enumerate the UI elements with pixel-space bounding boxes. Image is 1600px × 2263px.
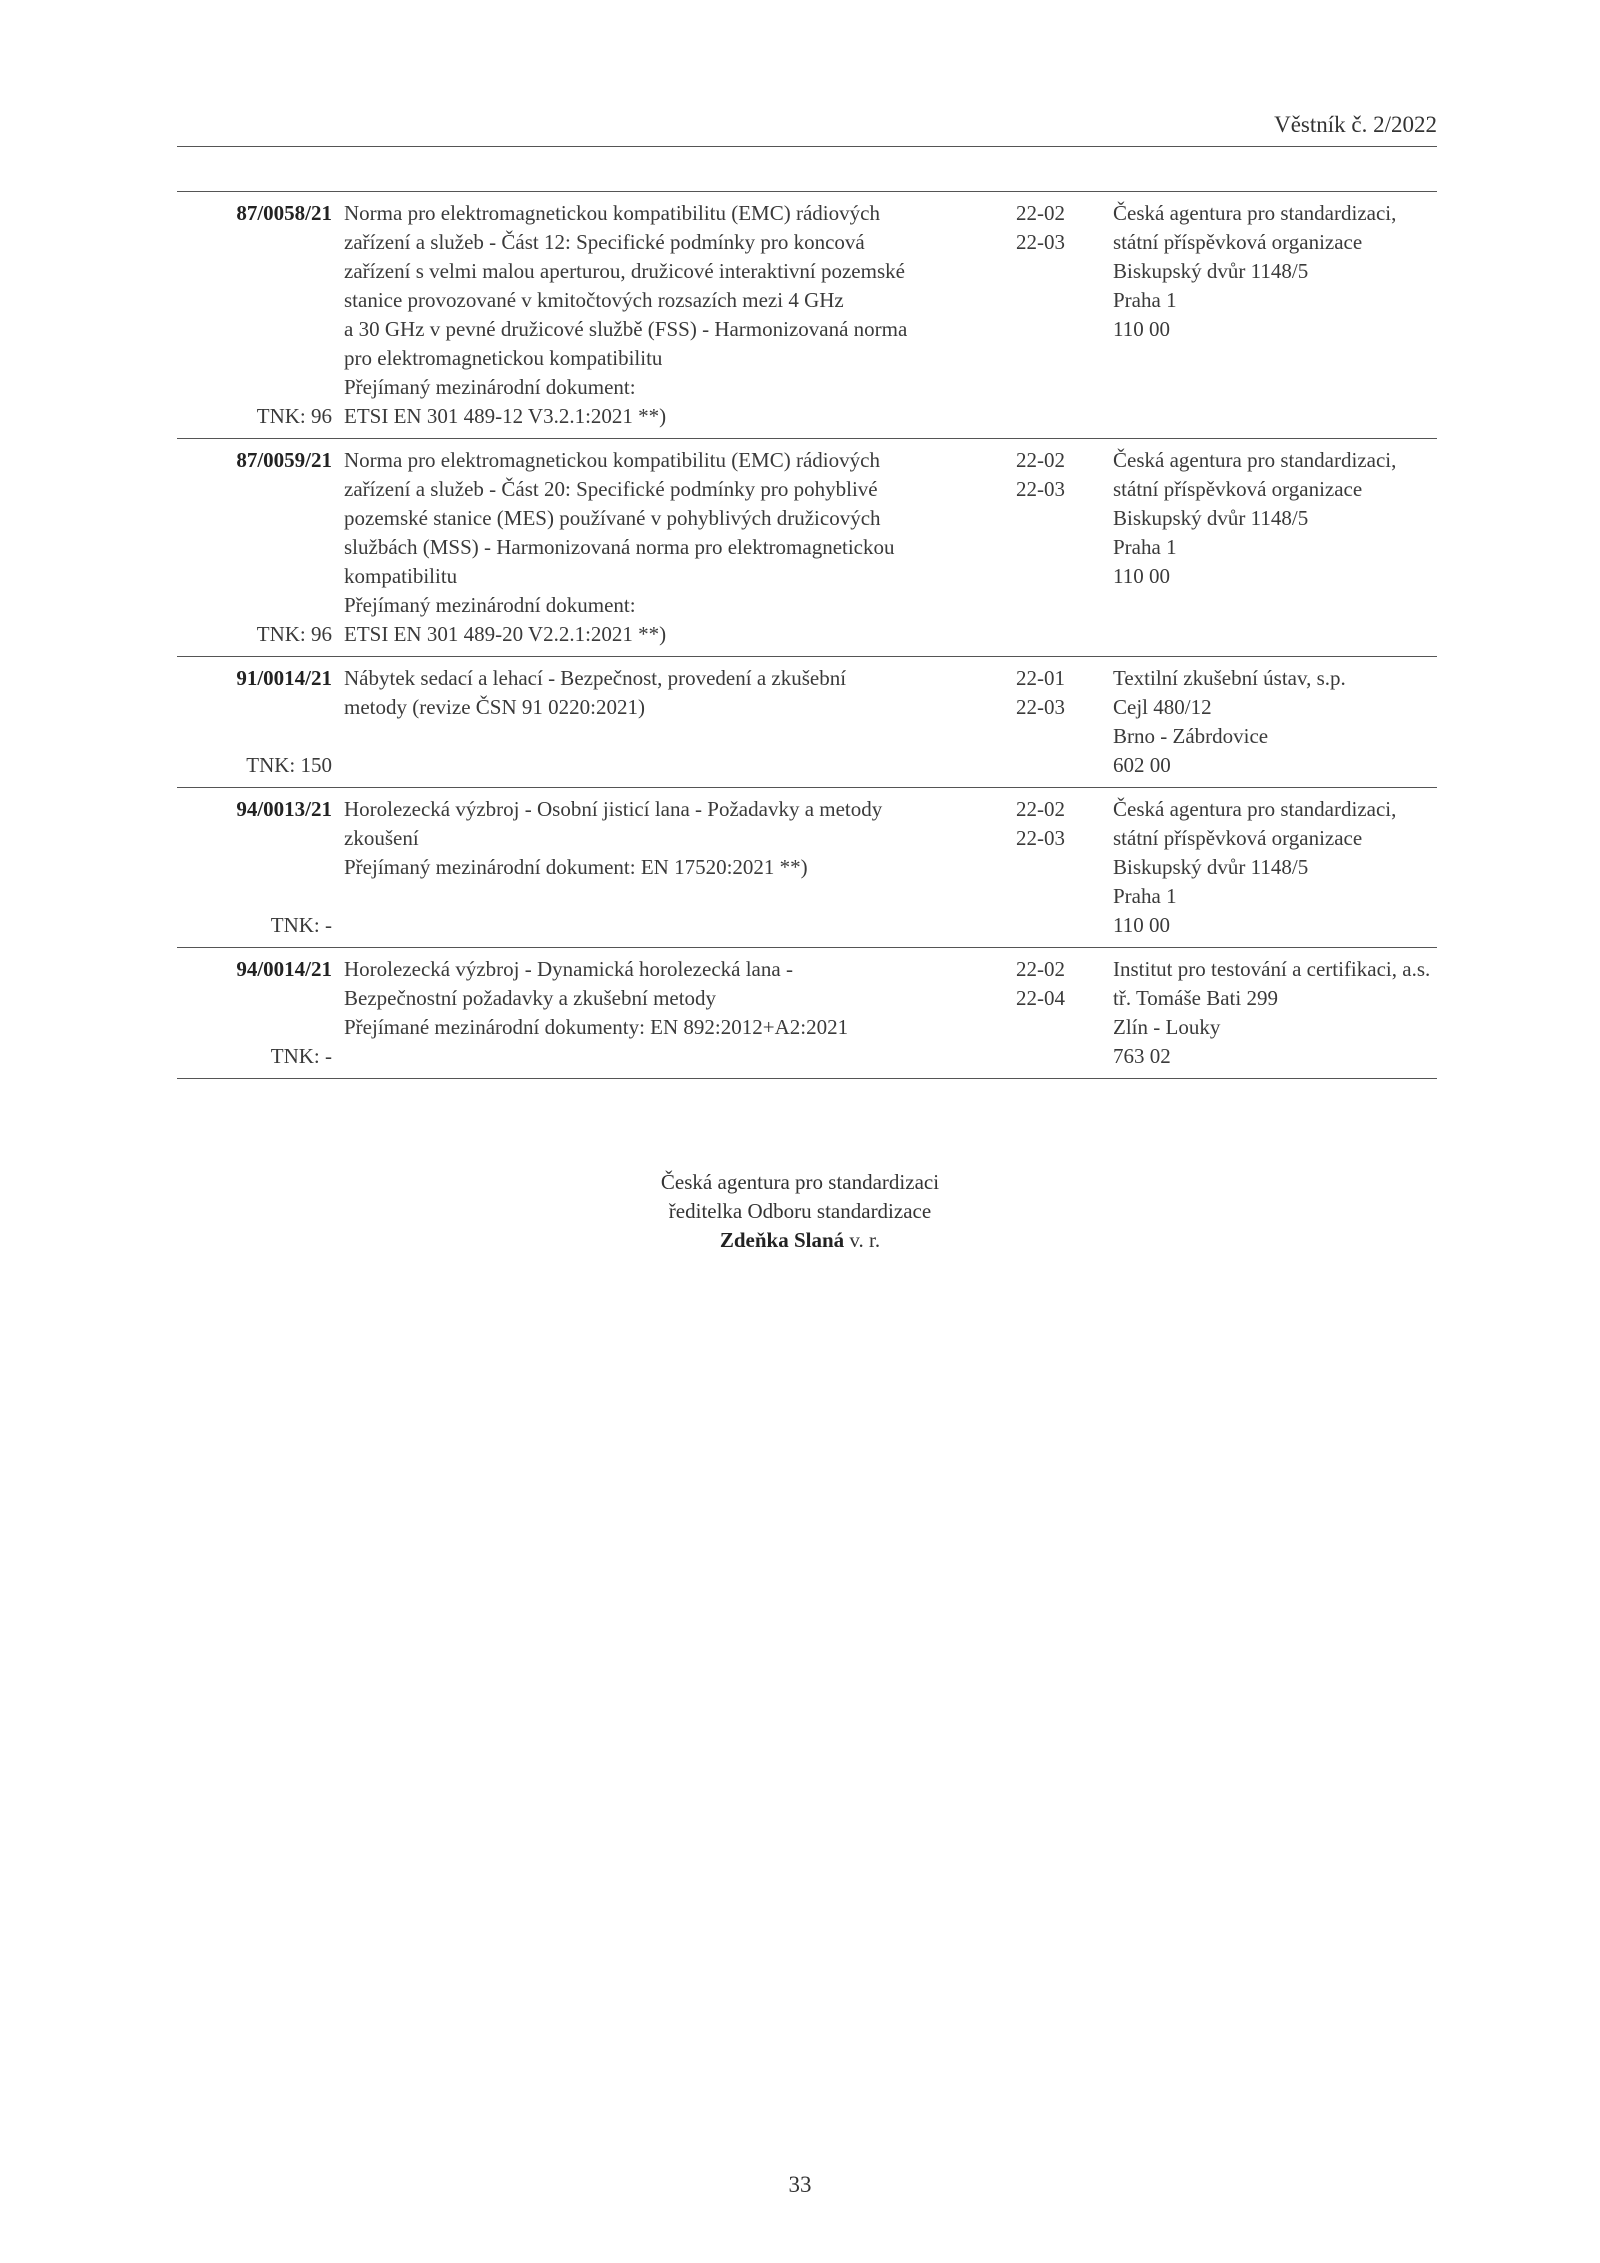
date-value: 22-03	[1016, 230, 1065, 254]
tnk-label: TNK: -	[270, 913, 332, 937]
date-value: 22-03	[1016, 695, 1065, 719]
organization-address	[1067, 199, 1437, 431]
description-line: ETSI EN 301 489-12 V3.2.1:2021 **)	[344, 404, 667, 428]
standard-description	[332, 955, 977, 1071]
date-value: 22-04	[1016, 986, 1065, 1010]
address-line: 110 00	[1113, 913, 1170, 937]
address-line: státní příspěvková organizace	[1113, 826, 1363, 850]
description-line: zařízení a služeb - Část 20: Specifické podmínky pro pohyblivé	[344, 477, 878, 501]
description-line: stanice provozované v kmitočtových rozsazích mezi 4 GHz	[344, 288, 844, 312]
table-row	[177, 192, 1437, 439]
address-line: Brno - Zábrdovice	[1113, 724, 1269, 748]
page-number: 33	[788, 2172, 812, 2197]
tnk-label: TNK: -	[270, 1044, 332, 1068]
table-row	[177, 439, 1437, 657]
address-line: Biskupský dvůr 1148/5	[1113, 259, 1309, 283]
address-line: státní příspěvková organizace	[1113, 477, 1363, 501]
description-line: Norma pro elektromagnetickou kompatibilitu (EMC) rádiových	[344, 448, 880, 472]
description-line: ETSI EN 301 489-20 V2.2.1:2021 **)	[344, 622, 667, 646]
dates-cell	[977, 664, 1067, 780]
signature-name-line	[0, 1226, 1600, 1255]
table-row	[177, 657, 1437, 788]
dates-cell	[977, 955, 1067, 1071]
address-line: Biskupský dvůr 1148/5	[1113, 506, 1309, 530]
table-row	[177, 788, 1437, 948]
standard-id-cell	[177, 795, 332, 940]
date-value: 22-01	[1016, 666, 1065, 690]
standard-description	[332, 795, 977, 940]
signature-name: Zdeňka Slaná	[719, 1228, 845, 1252]
signature-role: ředitelka Odboru standardizace	[668, 1199, 932, 1223]
standard-id-cell	[177, 664, 332, 780]
description-line: Nábytek sedací a lehací - Bezpečnost, provedení a zkušební	[344, 666, 847, 690]
address-line: Praha 1	[1113, 884, 1177, 908]
date-value: 22-03	[1016, 477, 1065, 501]
address-line: 602 00	[1113, 753, 1171, 777]
address-line: 110 00	[1113, 317, 1170, 341]
tnk-label: TNK: 150	[246, 753, 332, 777]
bulletin-header: Věstník č. 2/2022	[1274, 112, 1437, 137]
address-line: Institut pro testování a certifikaci, a.s.	[1113, 957, 1431, 981]
description-line: Přejímaný mezinárodní dokument:	[344, 375, 636, 399]
address-line: Biskupský dvůr 1148/5	[1113, 855, 1309, 879]
organization-address	[1067, 446, 1437, 649]
standard-description	[332, 446, 977, 649]
dates-cell	[977, 795, 1067, 940]
address-line: Česká agentura pro standardizaci,	[1113, 797, 1397, 821]
description-line: pro elektromagnetickou kompatibilitu	[344, 346, 663, 370]
description-line: Norma pro elektromagnetickou kompatibilitu (EMC) rádiových	[344, 201, 880, 225]
address-line: Česká agentura pro standardizaci,	[1113, 448, 1397, 472]
standards-table	[177, 191, 1437, 1079]
address-line: 763 02	[1113, 1044, 1171, 1068]
description-line: Přejímaný mezinárodní dokument: EN 17520:2021 **)	[344, 855, 808, 879]
description-line: Bezpečnostní požadavky a zkušební metody	[344, 986, 717, 1010]
description-line: Přejímaný mezinárodní dokument:	[344, 593, 636, 617]
standard-id-cell	[177, 446, 332, 649]
description-line: a 30 GHz v pevné družicové službě (FSS) - Harmonizovaná norma	[344, 317, 908, 341]
description-line: pozemské stanice (MES) používané v pohyblivých družicových	[344, 506, 881, 530]
description-line: Přejímané mezinárodní dokumenty: EN 892:2012+A2:2021	[344, 1015, 849, 1039]
dates-cell	[977, 199, 1067, 431]
address-line: tř. Tomáše Bati 299	[1113, 986, 1278, 1010]
address-line: Zlín - Louky	[1113, 1015, 1221, 1039]
address-line: Cejl 480/12	[1113, 695, 1212, 719]
table-row	[177, 948, 1437, 1079]
dates-cell	[977, 446, 1067, 649]
standard-number: 87/0058/21	[236, 201, 332, 225]
date-value: 22-02	[1016, 201, 1065, 225]
date-value: 22-03	[1016, 826, 1065, 850]
description-line: zkoušení	[344, 826, 419, 850]
standard-number: 91/0014/21	[236, 666, 332, 690]
standard-id-cell	[177, 199, 332, 431]
description-line: zařízení a služeb - Část 12: Specifické podmínky pro koncová	[344, 230, 865, 254]
description-line: zařízení s velmi malou aperturou, družicové interaktivní pozemské	[344, 259, 905, 283]
organization-address	[1067, 795, 1437, 940]
header-divider	[177, 146, 1437, 147]
standard-description	[332, 664, 977, 780]
date-value: 22-02	[1016, 957, 1065, 981]
description-line: metody (revize ČSN 91 0220:2021)	[344, 695, 645, 719]
address-line: Textilní zkušební ústav, s.p.	[1113, 666, 1346, 690]
description-line: službách (MSS) - Harmonizovaná norma pro elektromagnetickou	[344, 535, 895, 559]
standard-number: 94/0013/21	[236, 797, 332, 821]
date-value: 22-02	[1016, 797, 1065, 821]
signature-suffix: v. r.	[844, 1228, 881, 1252]
tnk-label: TNK: 96	[256, 622, 332, 646]
description-line: Horolezecká výzbroj - Dynamická horolezecká lana -	[344, 957, 793, 981]
organization-address	[1067, 664, 1437, 780]
standard-id-cell	[177, 955, 332, 1071]
standard-number: 94/0014/21	[236, 957, 332, 981]
address-line: státní příspěvková organizace	[1113, 230, 1363, 254]
address-line: Česká agentura pro standardizaci,	[1113, 201, 1397, 225]
address-line: 110 00	[1113, 564, 1170, 588]
signature-agency: Česká agentura pro standardizaci	[660, 1170, 940, 1194]
standard-number: 87/0059/21	[236, 448, 332, 472]
description-line: kompatibilitu	[344, 564, 458, 588]
tnk-label: TNK: 96	[256, 404, 332, 428]
signature-block	[0, 1168, 1600, 1255]
date-value: 22-02	[1016, 448, 1065, 472]
address-line: Praha 1	[1113, 288, 1177, 312]
organization-address	[1067, 955, 1437, 1071]
address-line: Praha 1	[1113, 535, 1177, 559]
standard-description	[332, 199, 977, 431]
description-line: Horolezecká výzbroj - Osobní jisticí lana - Požadavky a metody	[344, 797, 883, 821]
